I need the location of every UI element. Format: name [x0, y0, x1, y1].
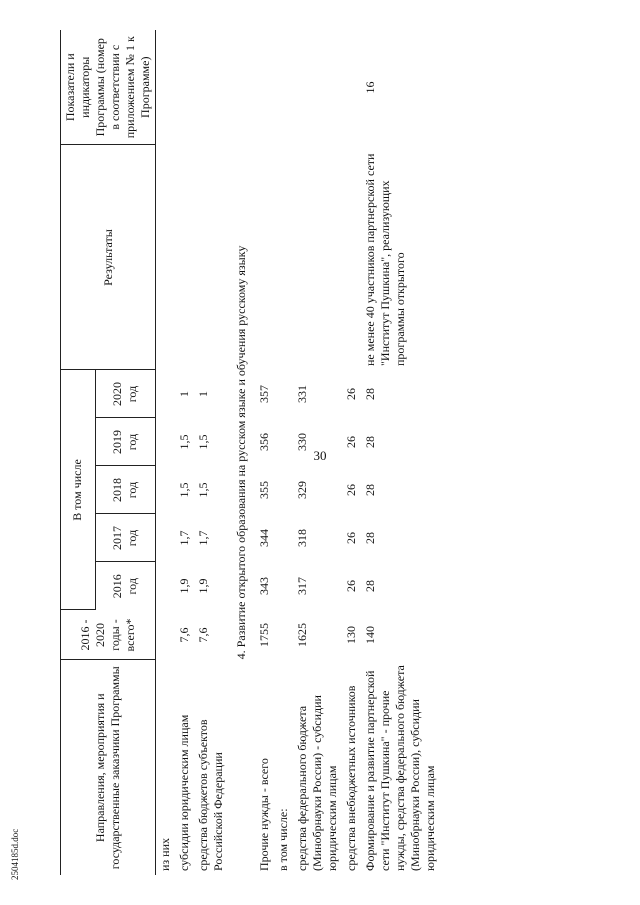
cell-value: 7,6	[196, 627, 210, 643]
cell-value	[156, 466, 176, 514]
page-number: 30	[313, 448, 327, 463]
cell-result: не менее 40 участников партнерской сети "Институт Пушкина", реализующих программы открытого	[363, 153, 407, 366]
cell-value: 1,9	[177, 578, 191, 594]
cell-value: 1	[177, 391, 191, 397]
cell-value: 357	[257, 385, 271, 403]
row-label: из них	[158, 837, 172, 871]
header-incl: В том числе	[61, 370, 96, 610]
cell-value: 1625	[295, 623, 309, 647]
header-year: 2016 год	[95, 562, 155, 610]
section-title: 4. Развитие открытого образования на русском языке и обучения русскому языку	[234, 245, 248, 660]
header-results: Результаты	[61, 145, 156, 370]
row-label: средства бюджетов субъектов Российской Федерации	[196, 719, 225, 871]
row-label: Прочие нужды - всего	[257, 758, 271, 871]
cell-indicator	[156, 30, 176, 145]
header-year: 2018 год	[95, 466, 155, 514]
cell-value: 330	[295, 433, 309, 451]
cell-value	[156, 370, 176, 418]
cell-value: 1,5	[177, 434, 191, 450]
cell-value: 26	[344, 580, 358, 592]
footer-code: 2504185d.doc	[10, 828, 20, 880]
cell-indicator	[255, 30, 274, 145]
cell-result	[293, 145, 342, 370]
cell-indicator	[293, 30, 342, 145]
table-row	[194, 30, 228, 875]
cell-value: 318	[295, 529, 309, 547]
table-row	[274, 30, 293, 875]
table-row	[361, 30, 440, 875]
cell-value: 130	[344, 626, 358, 644]
cell-value: 26	[344, 532, 358, 544]
cell-value	[156, 418, 176, 466]
header-year: 2020 год	[95, 370, 155, 418]
cell-value: 28	[363, 532, 377, 544]
cell-value	[274, 466, 293, 514]
cell-result	[342, 145, 361, 370]
cell-value: 1755	[257, 623, 271, 647]
cell-value: 26	[344, 484, 358, 496]
table-body-2	[255, 30, 440, 875]
cell-value	[156, 514, 176, 562]
cell-value: 28	[363, 388, 377, 400]
table-body-1	[156, 30, 229, 875]
table-row	[342, 30, 361, 875]
cell-value: 28	[363, 436, 377, 448]
cell-value: 28	[363, 484, 377, 496]
cell-value: 356	[257, 433, 271, 451]
row-label: в том числе:	[276, 808, 290, 871]
cell-value: 344	[257, 529, 271, 547]
cell-value	[274, 610, 293, 660]
cell-indicator	[342, 30, 361, 145]
cell-value: 1	[196, 391, 210, 397]
cell-value: 1,9	[196, 578, 210, 594]
table-row	[175, 30, 194, 875]
rotated-page	[60, 30, 640, 875]
row-label: средства федерального бюджета (Минобрнауки России) - субсидии юридическим лицам	[295, 695, 339, 871]
cell-result	[175, 145, 194, 370]
program-table	[60, 30, 440, 875]
cell-indicator	[175, 30, 194, 145]
cell-value	[274, 418, 293, 466]
cell-value: 1,5	[196, 434, 210, 450]
cell-value: 28	[363, 580, 377, 592]
table-row	[156, 30, 176, 875]
header-directions: Направления, мероприятия и государственные заказчики Программы	[61, 660, 156, 875]
table-row	[293, 30, 342, 875]
cell-value: 7,6	[177, 627, 191, 643]
cell-value: 317	[295, 577, 309, 595]
cell-value: 140	[363, 626, 377, 644]
cell-value	[274, 514, 293, 562]
cell-value: 331	[295, 385, 309, 403]
cell-value: 1,7	[177, 530, 191, 546]
header-indicators: Показатели и индикаторы Программы (номер в соответствии с приложением № 1 к Программе)	[61, 30, 156, 145]
cell-value: 343	[257, 577, 271, 595]
header-total: 2016 - 2020 годы - всего*	[61, 610, 156, 660]
cell-value	[274, 370, 293, 418]
cell-value	[156, 610, 176, 660]
cell-result	[255, 145, 274, 370]
cell-result	[156, 145, 176, 370]
table-row	[255, 30, 274, 875]
cell-value	[274, 562, 293, 610]
header-year: 2017 год	[95, 514, 155, 562]
cell-value: 329	[295, 481, 309, 499]
cell-result	[274, 145, 293, 370]
cell-value: 1,7	[196, 530, 210, 546]
cell-indicator	[194, 30, 228, 145]
cell-value: 1,5	[196, 482, 210, 498]
cell-value: 1,5	[177, 482, 191, 498]
cell-value: 26	[344, 436, 358, 448]
row-label: средства внебюджетных источников	[344, 685, 358, 871]
header-year: 2019 год	[95, 418, 155, 466]
cell-value: 26	[344, 388, 358, 400]
cell-value	[156, 562, 176, 610]
cell-indicator: 16	[363, 81, 377, 94]
cell-indicator	[274, 30, 293, 145]
cell-value: 355	[257, 481, 271, 499]
row-label: субсидии юридическим лицам	[177, 714, 191, 871]
row-label: Формирование и развитие партнерской сети "Институт Пушкина" - прочие нужды, средства федерального бюджета (Минобрнауки России), субсидии юридическим лицам	[363, 665, 437, 871]
cell-result	[194, 145, 228, 370]
